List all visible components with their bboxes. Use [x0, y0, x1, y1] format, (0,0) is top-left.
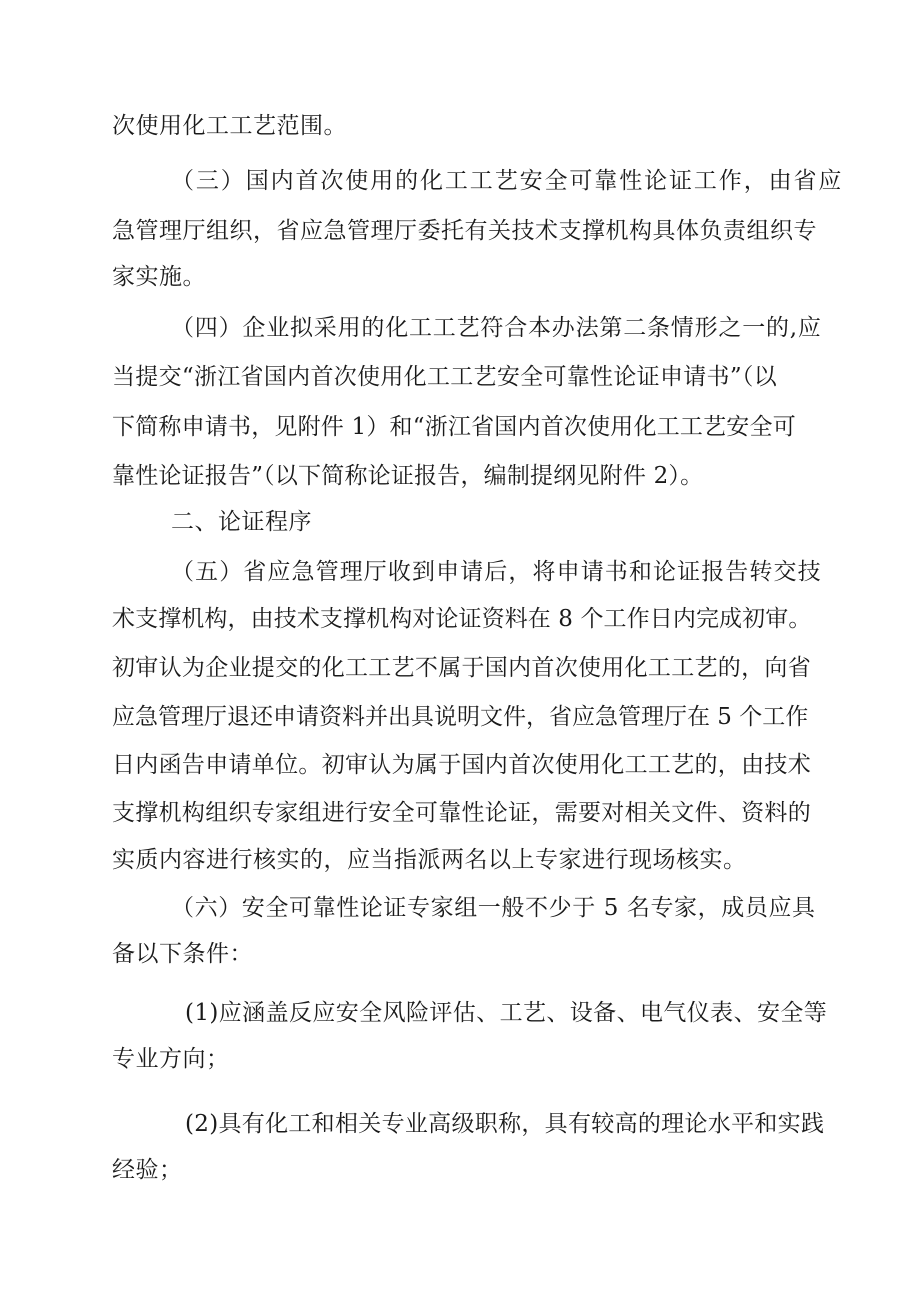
text-line: 急管理厅组织，省应急管理厅委托有关技术支撑机构具体负责组织专 — [112, 218, 817, 244]
text-line: 支撑机构组织专家组进行安全可靠性论证，需要对相关文件、资料的 — [112, 800, 811, 826]
text-line: 家实施。 — [112, 264, 206, 290]
text-line: 次使用化工工艺范围。 — [112, 113, 347, 139]
text-line: 下简称申请书，见附件 1）和“浙江省国内首次使用化工工艺安全可 — [112, 414, 796, 440]
text-line: 当提交“浙江省国内首次使用化工工艺安全可靠性论证申请书”（以 — [112, 364, 778, 390]
text-line: 应急管理厅退还申请资料并出具说明文件，省应急管理厅在 5 个工作 — [112, 704, 809, 730]
section-heading: 二、论证程序 — [171, 509, 312, 535]
text-line: （五）省应急管理厅收到申请后，将申请书和论证报告转交技 — [171, 559, 822, 585]
list-item: (2)具有化工和相关专业高级职称，具有较高的理论水平和实践 — [185, 1111, 825, 1137]
text-line: 日内函告申请单位。初审认为属于国内首次使用化工工艺的，由技术 — [112, 752, 811, 778]
text-line: 专业方向； — [112, 1046, 230, 1072]
text-line: 经验； — [112, 1157, 183, 1183]
text-line: 实质内容进行核实的，应当指派两名以上专家进行现场核实。 — [112, 847, 747, 873]
text-line: （四）企业拟采用的化工工艺符合本办法第二条情形之一的,应 — [171, 315, 822, 341]
text-line: 靠性论证报告”（以下简称论证报告，编制提纲见附件 2）。 — [112, 463, 704, 489]
text-line: （三）国内首次使用的化工工艺安全可靠性论证工作，由省应 — [171, 168, 844, 194]
text-line: 初审认为企业提交的化工工艺不属于国内首次使用化工工艺的，向省 — [112, 655, 811, 681]
list-item: (1)应涵盖反应安全风险评估、工艺、设备、电气仪表、安全等 — [185, 1000, 828, 1026]
text-line: 术支撑机构，由技术支撑机构对论证资料在 8 个工作日内完成初审。 — [112, 606, 812, 632]
text-line: 备以下条件： — [112, 941, 253, 967]
text-line: （六）安全可靠性论证专家组一般不少于 5 名专家，成员应具 — [171, 895, 816, 921]
